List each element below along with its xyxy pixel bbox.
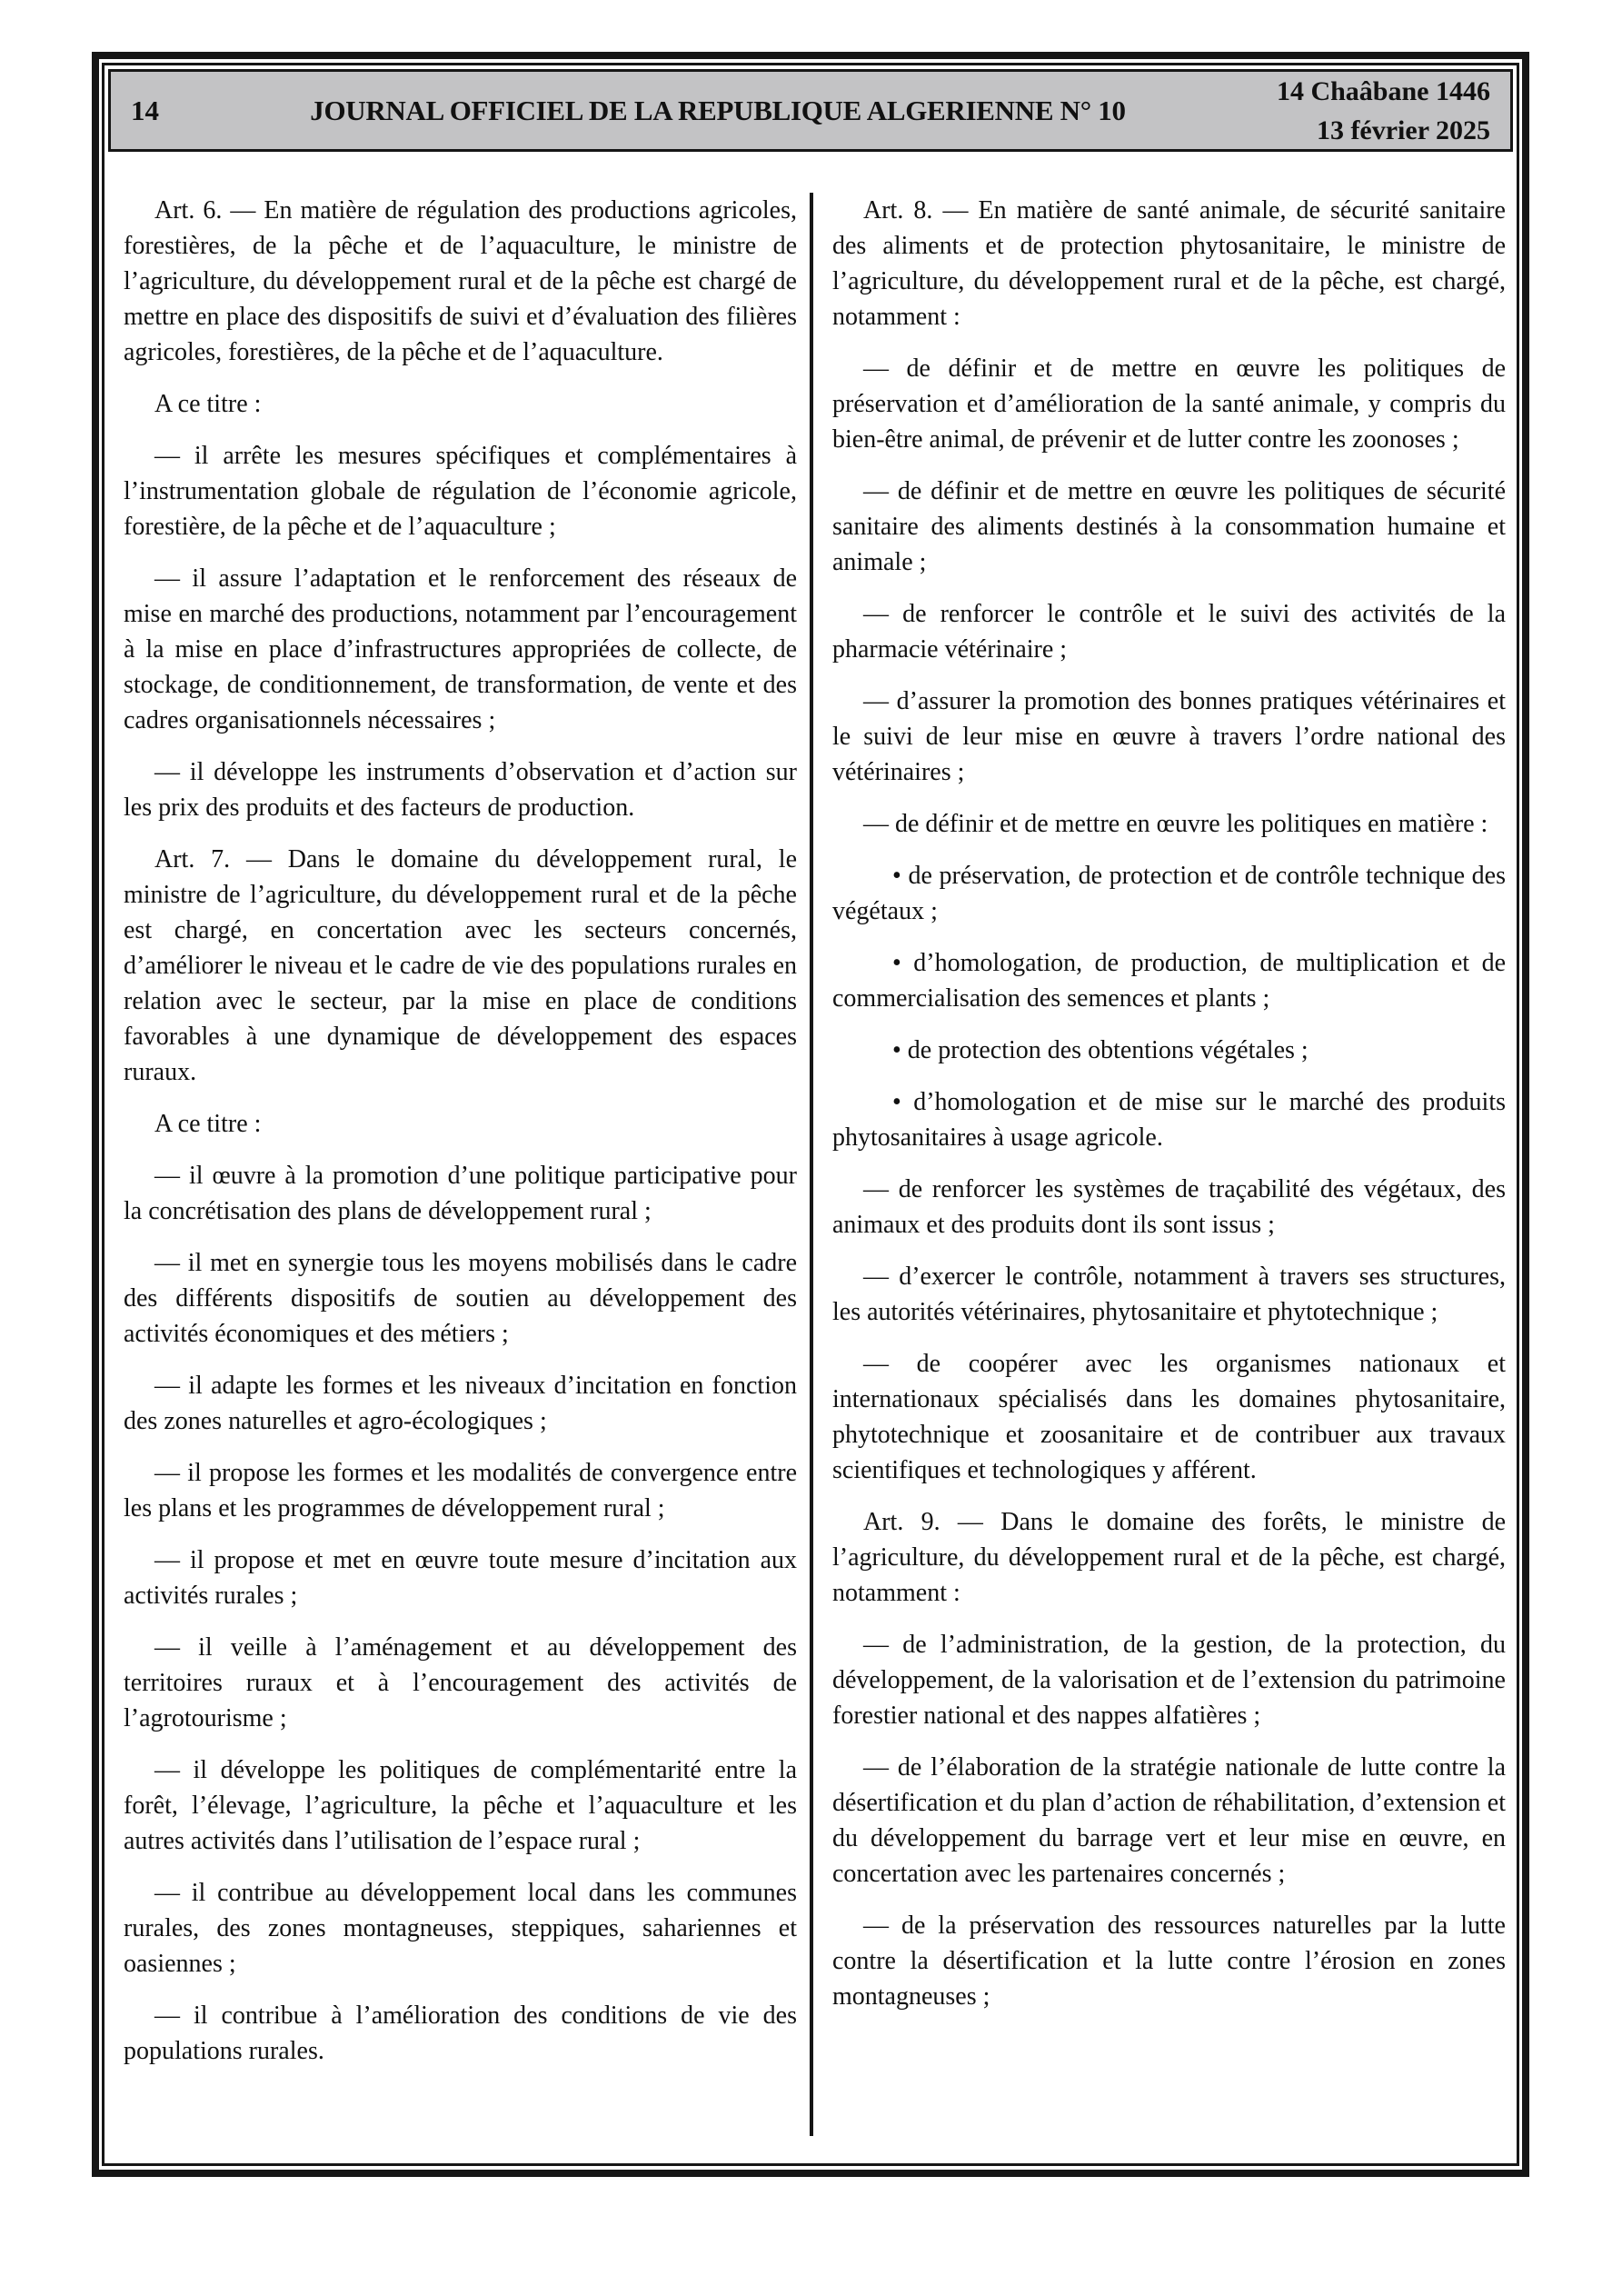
date-gregorian: 13 février 2025: [1316, 115, 1490, 145]
paragraph-dash: — de renforcer le contrôle et le suivi des activités de la pharmacie vétérinaire ;: [832, 600, 1506, 664]
paragraph-dash: — il propose et met en œuvre toute mesure d’incitation aux activités rurales ;: [124, 1546, 797, 1610]
paragraph-dash: — d’assurer la promotion des bonnes pratiques vétérinaires et le suivi de leur mise en œuvre à travers l’ordre national des vétérinaires ;: [832, 687, 1506, 786]
paragraph-bullet: • d’homologation, de production, de multiplication et de commercialisation des semences et plants ;: [832, 949, 1506, 1013]
paragraph-dash: — il contribue à l’amélioration des conditions de vie des populations rurales.: [124, 2002, 797, 2065]
paragraph-dash: — de renforcer les systèmes de traçabilité des végétaux, des animaux et des produits dont ils sont issus ;: [832, 1175, 1506, 1239]
paragraph-dash: — il contribue au développement local dans les communes rurales, des zones montagneuses, steppiques, sahariennes et oasiennes ;: [124, 1879, 797, 1978]
paragraph-dash: — de coopérer avec les organismes nationaux et internationaux spécialisés dans les domaines phytosanitaire, phytotechnique et zoosanitaire et de contribuer aux travaux scientifiques et technologiques y afférent.: [832, 1350, 1506, 1484]
paragraph-dash: — il propose les formes et les modalités de convergence entre les plans et les programmes de développement rural ;: [124, 1459, 797, 1522]
paragraph-dash: — il arrête les mesures spécifiques et complémentaires à l’instrumentation globale de régulation de l’économie agricole, forestière, de la pêche et de l’aquaculture ;: [124, 442, 797, 541]
paragraph-dash: — il met en synergie tous les moyens mobilisés dans le cadre des différents dispositifs de soutien au développement des activités économiques et des métiers ;: [124, 1249, 797, 1348]
paragraph-dash: — de définir et de mettre en œuvre les politiques de préservation et d’amélioration de la santé animale, y compris du bien-être animal, de prévenir et de lutter contre les zoonoses ;: [832, 354, 1506, 454]
paragraph-plain: A ce titre :: [154, 1110, 262, 1138]
journal-title: JOURNAL OFFICIEL DE LA REPUBLIQUE ALGERIENNE N° 10: [310, 94, 1126, 126]
paragraph-dash: — de définir et de mettre en œuvre les politiques de sécurité sanitaire des aliments destinés à la consommation humaine et animale ;: [832, 477, 1506, 576]
paragraph-article: Art. 7. — Dans le domaine du développement rural, le ministre de l’agriculture, du développement rural et de la pêche est chargé, en concertation avec les secteurs concernés, d’améliorer le niveau et le cadre de vie des populations rurales en relation avec le secteur, par la mise en place de conditions favorables à une dynamique de développement des espaces ruraux.: [124, 845, 797, 1086]
header-dates: [1277, 72, 1490, 150]
column-divider: [810, 193, 813, 2136]
paragraph-dash: — de l’élaboration de la stratégie nationale de lutte contre la désertification et du plan d’action de réhabilitation, d’extension et du développement du barrage vert et leur mise en œuvre, en concertation avec les partenaires concernés ;: [832, 1753, 1506, 1888]
column-left: [124, 178, 797, 2141]
header-bar: [108, 69, 1513, 152]
paragraph-article: Art. 8. — En matière de santé animale, de sécurité sanitaire des aliments et de protection phytosanitaire, le ministre de l’agriculture, du développement rural et de la pêche, est chargé, notamment :: [832, 196, 1506, 331]
column-right: [832, 178, 1506, 2141]
paragraph-dash: — de la préservation des ressources naturelles par la lutte contre la désertification et la lutte contre l’érosion en zones montagneuses ;: [832, 1912, 1506, 2011]
paragraph-dash: — il développe les instruments d’observation et d’action sur les prix des produits et des facteurs de production.: [124, 758, 797, 822]
paragraph-dash: — il assure l’adaptation et le renforcement des réseaux de mise en marché des productions, notamment par l’encouragement à la mise en place d’infrastructures appropriées de collecte, de stockage, de conditionnement, de transformation, de vente et des cadres organisationnels nécessaires ;: [124, 564, 797, 734]
paragraph-bullet: • d’homologation et de mise sur le marché des produits phytosanitaires à usage agricole.: [832, 1088, 1506, 1152]
paragraph-dash: — il œuvre à la promotion d’une politique participative pour la concrétisation des plans de développement rural ;: [124, 1162, 797, 1225]
paragraph-bullet: • de préservation, de protection et de contrôle technique des végétaux ;: [832, 862, 1506, 925]
paragraph-dash: — il veille à l’aménagement et au développement des territoires ruraux et à l’encouragement des activités de l’agrotourisme ;: [124, 1633, 797, 1732]
paragraph-dash: — de définir et de mettre en œuvre les politiques en matière :: [863, 810, 1488, 838]
paragraph-dash: — d’exercer le contrôle, notamment à travers ses structures, les autorités vétérinaires, phytosanitaire et phytotechnique ;: [832, 1263, 1506, 1326]
paragraph-plain: A ce titre :: [154, 390, 262, 418]
paragraph-dash: — de l’administration, de la gestion, de la protection, du développement, de la valorisation et de l’extension du patrimoine forestier national et des nappes alfatières ;: [832, 1631, 1506, 1730]
date-hijri: 14 Chaâbane 1446: [1276, 75, 1490, 106]
paragraph-bullet: • de protection des obtentions végétales ;: [892, 1036, 1309, 1064]
paragraph-article: Art. 9. — Dans le domaine des forêts, le ministre de l’agriculture, du développement rural et de la pêche, est chargé, notamment :: [832, 1508, 1506, 1607]
paragraph-dash: — il adapte les formes et les niveaux d’incitation en fonction des zones naturelles et agro-écologiques ;: [124, 1372, 797, 1435]
page-number: 14: [131, 94, 159, 126]
paragraph-article: Art. 6. — En matière de régulation des productions agricoles, forestières, de la pêche et de l’aquaculture, le ministre de l’agriculture, du développement rural et de la pêche est chargé de mettre en place des dispositifs de suivi et d’évaluation des filières agricoles, forestières, de la pêche et de l’aquaculture.: [124, 196, 797, 366]
paragraph-dash: — il développe les politiques de complémentarité entre la forêt, l’élevage, l’agriculture, la pêche et l’aquaculture et les autres activités dans l’utilisation de l’espace rural ;: [124, 1756, 797, 1855]
